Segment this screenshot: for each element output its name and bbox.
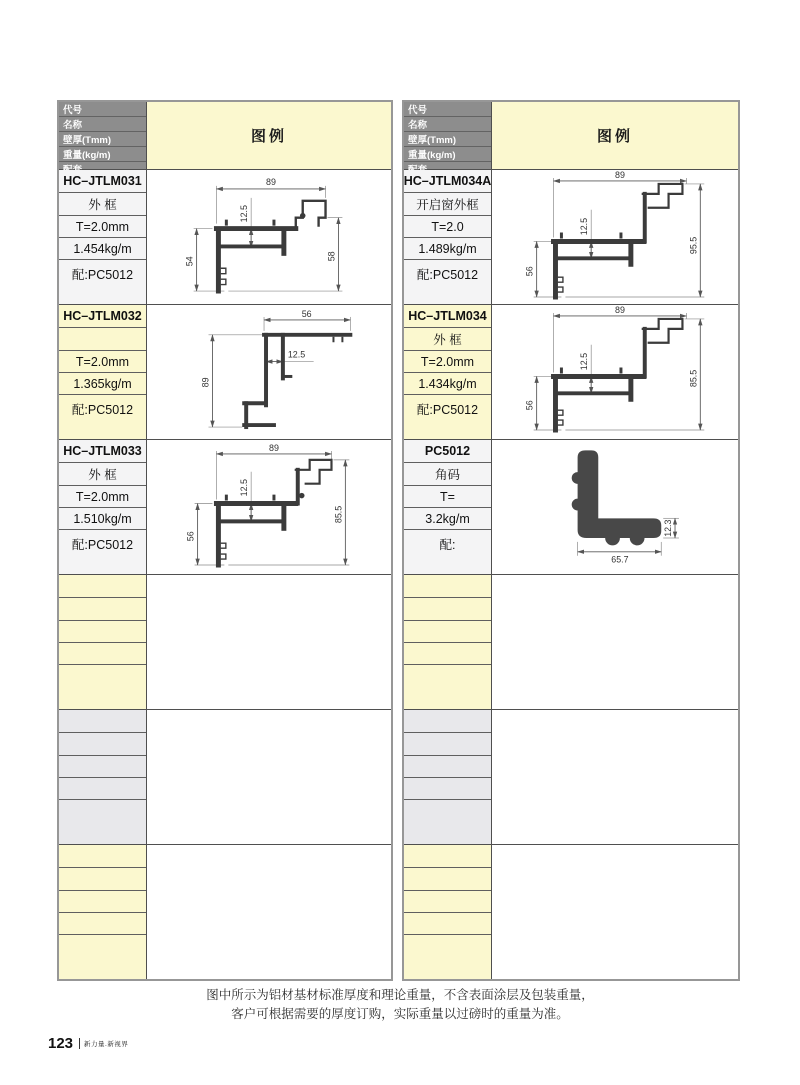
product-thickness: T=2.0mm bbox=[59, 351, 146, 373]
product-weight: 3.2kg/m bbox=[404, 508, 491, 530]
header-code: 代号 bbox=[404, 102, 491, 117]
product-thickness: T=2.0mm bbox=[404, 351, 491, 373]
dim-left: 56 bbox=[185, 531, 196, 542]
legend-title: 图例 bbox=[492, 102, 738, 169]
product-match: 配:PC5012 bbox=[404, 395, 491, 439]
product-name bbox=[59, 328, 146, 351]
header-label-column bbox=[59, 102, 147, 169]
product-match: 配:PC5012 bbox=[59, 395, 146, 439]
product-code: HC–JTLM034 bbox=[404, 305, 491, 328]
dim-right: 12.3 bbox=[663, 519, 674, 537]
dim-right: 58 bbox=[326, 251, 337, 262]
product-thickness: T=2.0 bbox=[404, 216, 491, 238]
empty-row bbox=[59, 709, 391, 844]
footer-divider bbox=[79, 1038, 80, 1049]
dim-left: 89 bbox=[200, 377, 211, 388]
product-weight: 1.434kg/m bbox=[404, 373, 491, 395]
product-code: HC–JTLM033 bbox=[59, 440, 146, 463]
product-row-hc-jtlm031 bbox=[59, 169, 391, 304]
product-thickness: T=2.0mm bbox=[59, 216, 146, 238]
product-row-pc5012 bbox=[404, 439, 738, 574]
profile-drawing-hc-jtlm034a bbox=[492, 170, 738, 304]
header-weight: 重量(kg/m) bbox=[404, 147, 491, 162]
product-weight: 1.489kg/m bbox=[404, 238, 491, 260]
product-match: 配:PC5012 bbox=[59, 260, 146, 304]
product-name: 角码 bbox=[404, 463, 491, 486]
product-match: 配:PC5012 bbox=[59, 530, 146, 574]
product-match: 配: bbox=[404, 530, 491, 574]
product-code: HC–JTLM034A bbox=[404, 170, 491, 193]
product-name: 外 框 bbox=[59, 463, 146, 486]
product-code: PC5012 bbox=[404, 440, 491, 463]
table-header bbox=[404, 102, 738, 169]
brand-slogan: 新力量.新视界 bbox=[84, 1041, 129, 1048]
profile-drawing-hc-jtlm034 bbox=[492, 305, 738, 439]
dim-right: 85.5 bbox=[688, 369, 699, 388]
legend-title: 图例 bbox=[147, 102, 391, 169]
spec-table-left bbox=[57, 100, 393, 981]
footer-note-line1: 图中所示为铝材基材标准厚度和理论重量，不含表面涂层及包装重量， bbox=[206, 988, 594, 1002]
dim-inner: 12.5 bbox=[239, 205, 250, 223]
product-row-hc-jtlm032 bbox=[59, 304, 391, 439]
profile-drawing-hc-jtlm032 bbox=[147, 305, 391, 439]
page-footer bbox=[48, 1035, 128, 1052]
profile-drawing-pc5012 bbox=[492, 440, 738, 574]
dim-inner: 12.5 bbox=[239, 478, 250, 497]
product-thickness: T= bbox=[404, 486, 491, 508]
header-thickness: 壁厚(Tmm) bbox=[59, 132, 146, 147]
dim-right: 85.5 bbox=[333, 505, 344, 524]
header-label-column bbox=[404, 102, 492, 169]
empty-row bbox=[59, 574, 391, 709]
product-name: 开启窗外框 bbox=[404, 193, 491, 216]
dim-top: 89 bbox=[268, 442, 279, 453]
header-code: 代号 bbox=[59, 102, 146, 117]
product-name: 外 框 bbox=[59, 193, 146, 216]
footer-note bbox=[0, 986, 800, 1024]
product-match: 配:PC5012 bbox=[404, 260, 491, 304]
spec-table-right bbox=[402, 100, 740, 981]
product-name: 外 框 bbox=[404, 328, 491, 351]
dim-left: 56 bbox=[524, 266, 535, 277]
dim-inner: 12.5 bbox=[579, 217, 590, 236]
header-name: 名称 bbox=[59, 117, 146, 132]
product-row-hc-jtlm033 bbox=[59, 439, 391, 574]
profile-drawing-hc-jtlm031 bbox=[147, 170, 391, 304]
product-code: HC–JTLM032 bbox=[59, 305, 146, 328]
product-code: HC–JTLM031 bbox=[59, 170, 146, 193]
dim-top: 89 bbox=[614, 170, 625, 180]
dim-left: 56 bbox=[524, 400, 535, 411]
product-thickness: T=2.0mm bbox=[59, 486, 146, 508]
product-weight: 1.454kg/m bbox=[59, 238, 146, 260]
product-row-hc-jtlm034 bbox=[404, 304, 738, 439]
dim-top: 89 bbox=[266, 176, 276, 187]
product-weight: 1.365kg/m bbox=[59, 373, 146, 395]
dim-left: 54 bbox=[184, 256, 195, 267]
dim-inner: 12.5 bbox=[287, 349, 306, 360]
table-header bbox=[59, 102, 391, 169]
dim-right: 95.5 bbox=[688, 236, 699, 255]
header-weight: 重量(kg/m) bbox=[59, 147, 146, 162]
footer-note-line2: 客户可根据需要的厚度订购，实际重量以过磅时的重量为准。 bbox=[231, 1007, 569, 1021]
empty-row bbox=[404, 844, 738, 979]
empty-row bbox=[404, 709, 738, 844]
dim-bottom: 65.7 bbox=[611, 554, 629, 565]
dim-top: 56 bbox=[301, 308, 312, 319]
product-weight: 1.510kg/m bbox=[59, 508, 146, 530]
header-name: 名称 bbox=[404, 117, 491, 132]
dim-inner: 12.5 bbox=[579, 352, 590, 371]
empty-row bbox=[59, 844, 391, 979]
dim-top: 89 bbox=[614, 305, 625, 315]
profile-drawing-hc-jtlm033 bbox=[147, 440, 391, 574]
page-number: 123 bbox=[48, 1035, 74, 1052]
empty-row bbox=[404, 574, 738, 709]
product-row-hc-jtlm034a bbox=[404, 169, 738, 304]
header-thickness: 壁厚(Tmm) bbox=[404, 132, 491, 147]
